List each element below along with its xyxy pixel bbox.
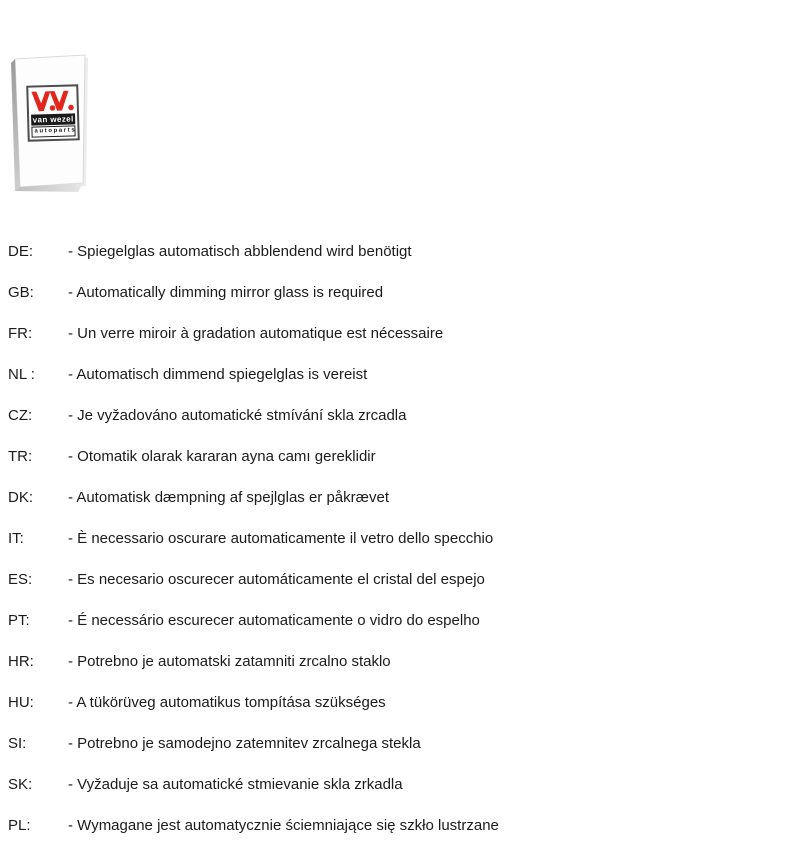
language-code: FR: (8, 325, 33, 342)
note-row (8, 529, 788, 570)
language-code: HU: (8, 694, 34, 711)
note-row (8, 570, 788, 611)
note-text: - Vyžaduje sa automatické stmievanie skla zrkadla (68, 776, 403, 793)
note-row (8, 816, 788, 857)
language-code: SK: (8, 776, 33, 793)
note-row (8, 283, 788, 324)
language-code: HR: (8, 653, 34, 670)
note-text: - Es necesario oscurecer automáticamente el cristal del espejo (68, 571, 485, 588)
note-text: - Potrebno je samodejno zatemnitev zrcalnega stekla (68, 735, 421, 752)
vw-logo-icon (31, 89, 74, 112)
note-text: - Automatisk dæmpning af spejlglas er påkrævet (68, 489, 389, 506)
note-row (8, 611, 788, 652)
note-text: - A tükörüveg automatikus tompítása szükséges (68, 694, 386, 711)
note-row (8, 365, 788, 406)
language-code: PL: (8, 817, 31, 834)
language-code: TR: (8, 448, 33, 465)
note-row (8, 693, 788, 734)
van-wezel-logo-card (6, 52, 96, 198)
note-row (8, 406, 788, 447)
note-text: - Otomatik olarak kararan ayna camı gereklidir (68, 448, 376, 465)
note-text: - Je vyžadováno automatické stmívání skla zrcadla (68, 407, 407, 424)
note-row (8, 488, 788, 529)
logo-tagline: autoparts (31, 126, 75, 138)
language-code: DE: (8, 243, 34, 260)
language-code: ES: (8, 571, 33, 588)
language-code: CZ: (8, 407, 33, 424)
language-code: PT: (8, 612, 30, 629)
language-code: SI: (8, 735, 27, 752)
note-text: - Un verre miroir à gradation automatique est nécessaire (68, 325, 444, 342)
note-row (8, 775, 788, 816)
note-text: - É necessário escurecer automaticamente o vidro do espelho (68, 612, 480, 629)
language-code: DK: (8, 489, 34, 506)
note-row (8, 447, 788, 488)
language-code: GB: (8, 284, 34, 301)
note-text: - Potrebno je automatski zatamniti zrcalno staklo (68, 653, 391, 670)
note-row (8, 652, 788, 693)
translation-list (8, 242, 788, 857)
note-text: - Automatically dimming mirror glass is required (68, 284, 384, 301)
vw-logo-mark (30, 88, 75, 114)
note-row (8, 734, 788, 775)
note-text: - Automatisch dimmend spiegelglas is vereist (68, 366, 368, 383)
note-text: - Spiegelglas automatisch abblendend wird benötigt (68, 243, 412, 260)
language-code: NL : (8, 366, 35, 383)
van-wezel-emblem (26, 84, 80, 142)
note-text: - Wymagane jest automatycznie ściemniające się szkło lustrzane (68, 817, 499, 834)
language-code: IT: (8, 530, 24, 547)
note-row (8, 324, 788, 365)
note-text: - È necessario oscurare automaticamente il vetro dello specchio (68, 530, 494, 547)
logo-brand-name: van wezel (32, 114, 74, 125)
note-row (8, 242, 788, 283)
